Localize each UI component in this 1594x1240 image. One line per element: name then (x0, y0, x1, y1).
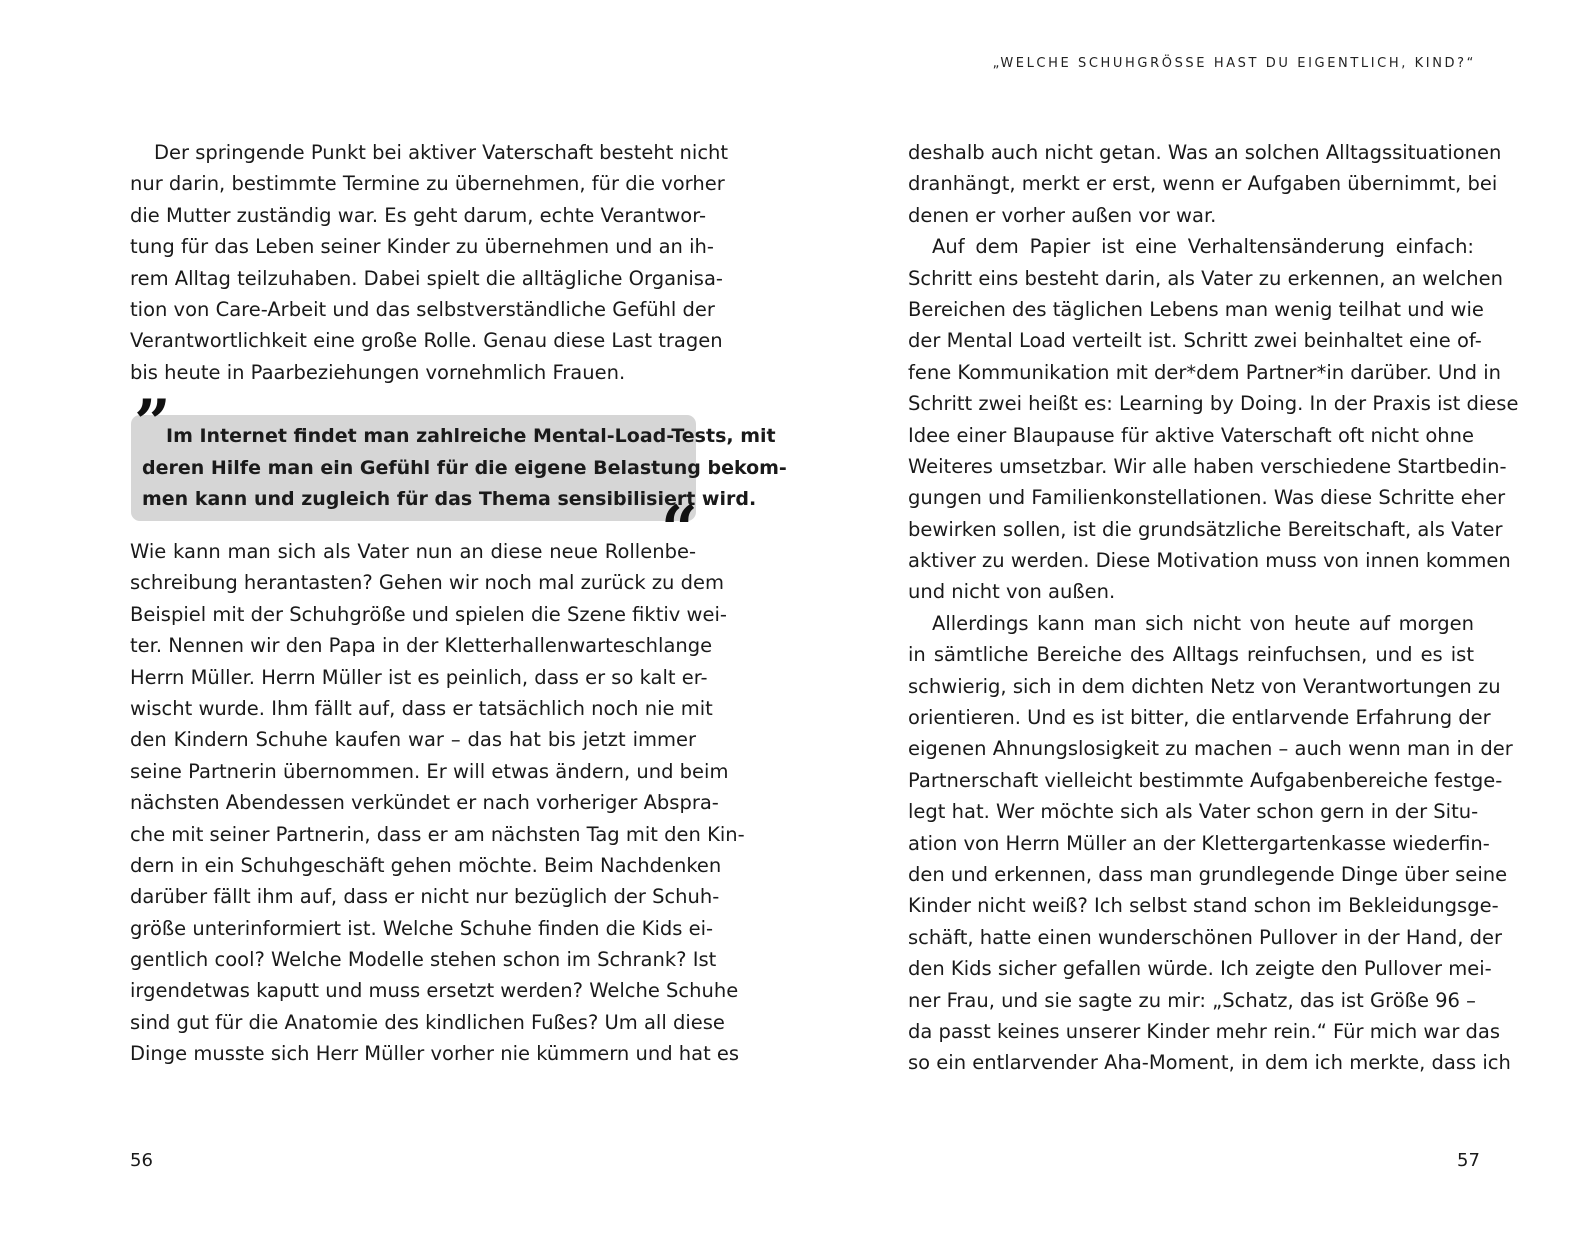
text-line: Herrn Müller. Herrn Müller ist es peinlich, dass er so kalt er- (130, 665, 708, 689)
text-line: und nicht von außen. (908, 580, 1116, 604)
running-head: „WELCHE SCHUHGRÖSSE HAST DU EIGENTLICH, KIND?“ (992, 56, 1476, 71)
text-line: gentlich cool? Welche Modelle stehen schon im Schrank? Ist (130, 948, 717, 972)
text-line: Verantwortlichkeit eine große Rolle. Genau diese Last tragen (130, 329, 723, 353)
text-line: wischt wurde. Ihm fällt auf, dass er tatsächlich noch nie mit (130, 696, 713, 720)
text-line: in sämtliche Bereiche des Alltags reinfuchsen, und es ist (908, 643, 1474, 667)
text-line: seine Partnerin übernommen. Er will etwas ändern, und beim (130, 759, 729, 783)
left-page-paragraph-2 (130, 536, 745, 1070)
text-line: orientieren. Und es ist bitter, die entlarvende Erfahrung der (908, 706, 1491, 730)
text-line: bis heute in Paarbeziehungen vornehmlich Frauen. (130, 360, 626, 384)
text-line: ter. Nennen wir den Papa in der Kletterhallenwarteschlange (130, 634, 713, 658)
text-line: bewirken sollen, ist die grundsätzliche Bereitschaft, als Vater (908, 517, 1503, 541)
text-line: den Kids sicher gefallen würde. Ich zeigte den Pullover mei- (908, 957, 1492, 981)
pull-quote-line: deren Hilfe man ein Gefühl für die eigene Belastung bekom- (142, 456, 787, 479)
page-number-left: 56 (130, 1150, 153, 1171)
text-line: dern in ein Schuhgeschäft gehen möchte. Beim Nachdenken (130, 853, 722, 877)
text-line: ation von Herrn Müller an der Klettergartenkasse wiederfin- (908, 831, 1490, 855)
text-line: ner Frau, und sie sagte zu mir: „Schatz, das ist Größe 96 – (908, 988, 1476, 1012)
text-line: Weiteres umsetzbar. Wir alle haben verschiedene Startbedin- (908, 454, 1507, 478)
text-line: schreibung herantasten? Gehen wir noch mal zurück zu dem (130, 571, 724, 595)
text-line: Schritt eins besteht darin, als Vater zu erkennen, an welchen (908, 266, 1503, 290)
text-line: Partnerschaft vielleicht bestimmte Aufgabenbereiche festge- (908, 768, 1503, 792)
text-line: die Mutter zuständig war. Es geht darum, echte Verantwor- (130, 203, 707, 227)
right-page-text (908, 137, 1519, 1079)
text-line: sind gut für die Anatomie des kindlichen Fußes? Um all diese (130, 1010, 725, 1034)
text-line: Schritt zwei heißt es: Learning by Doing. In der Praxis ist diese (908, 392, 1519, 416)
text-line: aktiver zu werden. Diese Motivation muss von innen kommen (908, 549, 1511, 573)
text-line: da passt keines unserer Kinder mehr rein.“ Für mich war das (908, 1019, 1501, 1043)
text-line: den Kindern Schuhe kaufen war – das hat bis jetzt immer (130, 728, 696, 752)
text-line: Beispiel mit der Schuhgröße und spielen die Szene fiktiv wei- (130, 602, 727, 626)
text-line: Allerdings kann man sich nicht von heute auf morgen (932, 611, 1474, 635)
text-line: Dinge musste sich Herr Müller vorher nie kümmern und hat es (130, 1042, 740, 1066)
text-line: dranhängt, merkt er erst, wenn er Aufgaben übernimmt, bei (908, 172, 1498, 196)
text-line: irgendetwas kaputt und muss ersetzt werden? Welche Schuhe (130, 979, 739, 1003)
text-line: nur darin, bestimmte Termine zu übernehmen, für die vorher (130, 172, 725, 196)
pull-quote-line: men kann und zugleich für das Thema sensibilisiert wird. (142, 488, 757, 511)
text-line: che mit seiner Partnerin, dass er am nächsten Tag mit den Kin- (130, 822, 745, 846)
pull-quote-line: Im Internet findet man zahlreiche Mental-Load-Tests, mit (166, 425, 776, 447)
open-quote-icon: ” (134, 386, 171, 461)
text-line: Auf dem Papier ist eine Verhaltensänderung einfach: (932, 235, 1474, 259)
text-line: darüber fällt ihm auf, dass er nicht nur bezüglich der Schuh- (130, 885, 720, 909)
text-line: Idee einer Blaupause für aktive Vaterschaft oft nicht ohne (908, 423, 1474, 447)
text-line: Bereichen des täglichen Lebens man wenig teilhat und wie (908, 297, 1484, 321)
text-line: schwierig, sich in dem dichten Netz von Verantwortungen zu (908, 674, 1501, 698)
pull-quote (142, 421, 787, 516)
text-line: gungen und Familienkonstellationen. Was diese Schritte eher (908, 486, 1506, 510)
text-line: Kinder nicht weiß? Ich selbst stand schon im Bekleidungsge- (908, 894, 1499, 918)
left-page-paragraph-1 (130, 137, 729, 388)
text-line: rem Alltag teilzuhaben. Dabei spielt die alltägliche Organisa- (130, 266, 723, 290)
text-line: der Mental Load verteilt ist. Schritt zwei beinhaltet eine of- (908, 329, 1482, 353)
text-line: eigenen Ahnungslosigkeit zu machen – auch wenn man in der (908, 737, 1513, 761)
text-line: deshalb auch nicht getan. Was an solchen Alltagssituationen (908, 141, 1502, 164)
text-line: Wie kann man sich als Vater nun an diese neue Rollenbe- (130, 540, 696, 563)
text-line: legt hat. Wer möchte sich als Vater schon gern in der Situ- (908, 800, 1479, 824)
text-line: so ein entlarvender Aha-Moment, in dem ich merkte, dass ich (908, 1051, 1511, 1075)
text-line: den und erkennen, dass man grundlegende Dinge über seine (908, 862, 1508, 886)
page-number-right: 57 (1457, 1150, 1480, 1171)
close-quote-icon: “ (661, 492, 698, 567)
text-line: nächsten Abendessen verkündet er nach vorheriger Abspra- (130, 791, 719, 815)
text-line: fene Kommunikation mit der*dem Partner*in darüber. Und in (908, 360, 1501, 384)
text-line: tung für das Leben seiner Kinder zu übernehmen und an ih- (130, 235, 714, 259)
text-line: denen er vorher außen vor war. (908, 203, 1217, 227)
text-line: schäft, hatte einen wunderschönen Pullover in der Hand, der (908, 925, 1503, 949)
text-line: Der springende Punkt bei aktiver Vaterschaft besteht nicht (154, 141, 729, 164)
text-line: größe unterinformiert ist. Welche Schuhe finden die Kids ei- (130, 916, 714, 940)
text-line: tion von Care-Arbeit und das selbstverständliche Gefühl der (130, 297, 715, 321)
